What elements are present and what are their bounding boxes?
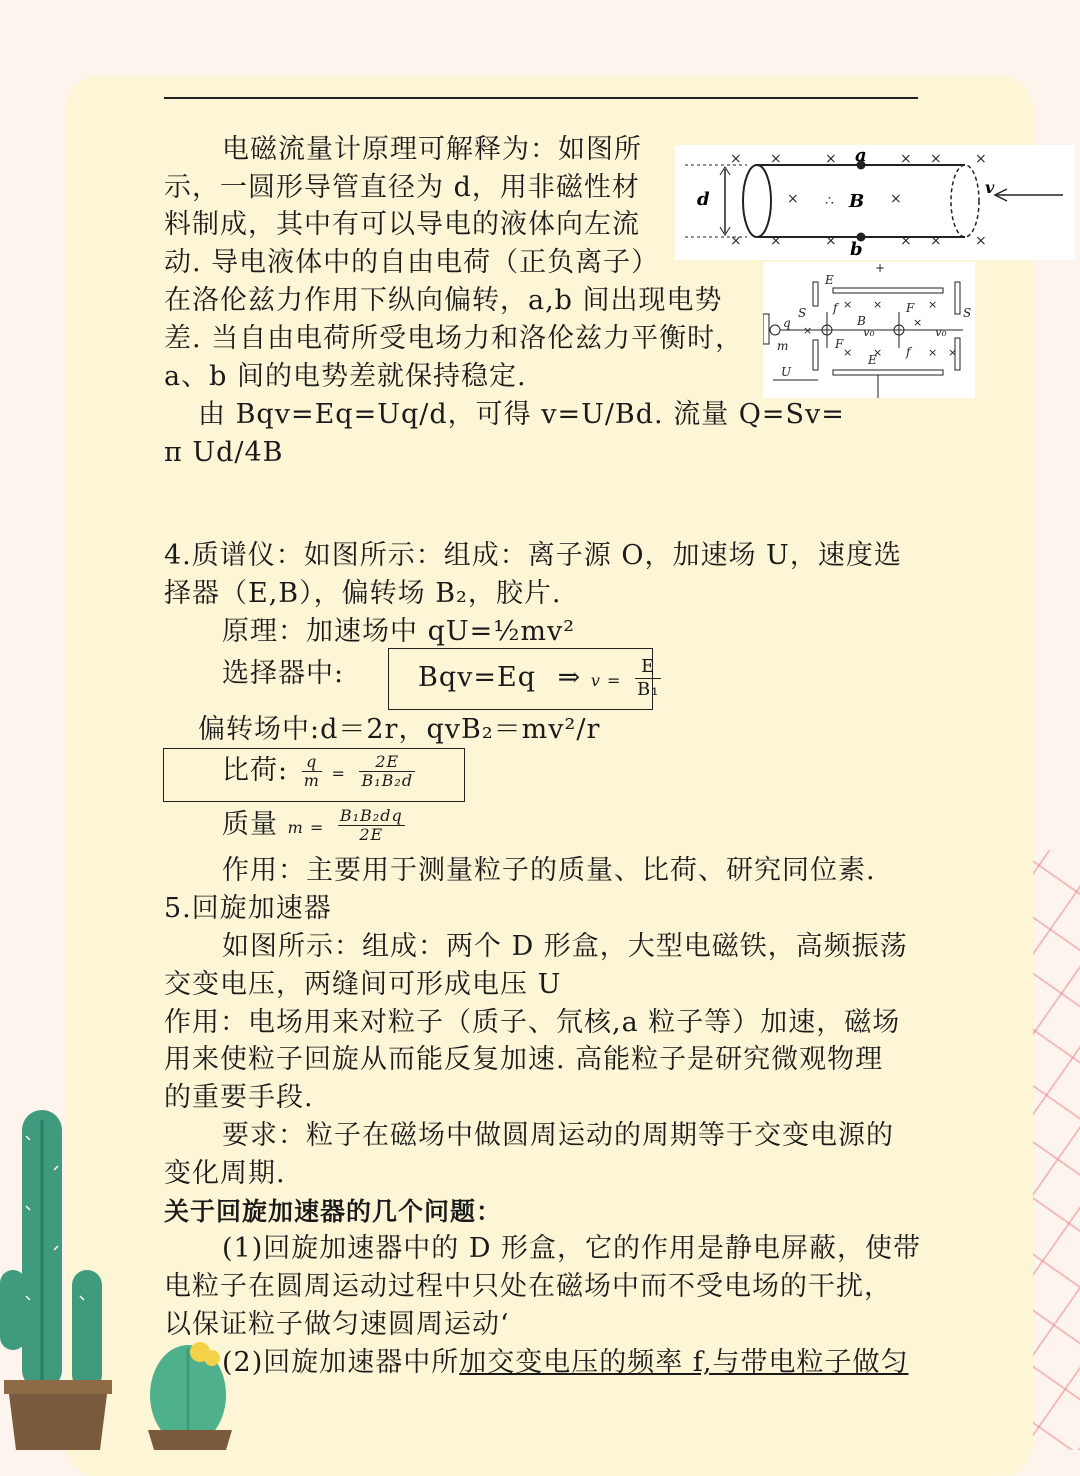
svg-text:×: ×: [787, 191, 799, 207]
svg-text:×: ×: [930, 233, 942, 249]
cyclotron-line-7: 变化周期.: [164, 1158, 286, 1189]
svg-text:×: ×: [825, 151, 837, 167]
svg-text:×: ×: [928, 346, 938, 359]
fig2-label-F: F: [906, 301, 915, 315]
fig2-label-S-right: S: [963, 306, 972, 320]
svg-text:×: ×: [843, 298, 853, 311]
selector-v: v =: [590, 671, 622, 690]
fig1-label-d: d: [697, 189, 710, 210]
cyclotron-line-1: 如图所示：组成：两个 D 形盒，大型电磁铁，高频振荡: [222, 931, 908, 962]
mass-label: 质量: [222, 809, 278, 840]
top-rule: [164, 97, 918, 99]
fig2-label-B: B: [857, 314, 866, 328]
svg-text:×: ×: [803, 324, 813, 337]
fig2-label-v0: v₀: [863, 325, 875, 339]
svg-text:×: ×: [873, 298, 883, 311]
fig1-label-v: v: [985, 178, 995, 197]
selector-arrow: ⇒: [557, 662, 582, 693]
flow-line-4: 动. 导电液体中的自由电荷（正负离子）: [164, 247, 660, 278]
fig2-label-F2: F: [835, 337, 844, 351]
svg-text:×: ×: [730, 233, 742, 249]
cyclotron-line-2: 交变电压，两缝间可形成电压 U: [164, 969, 562, 1000]
mass-line: [222, 806, 405, 847]
figure-flow-conduit: [675, 145, 1075, 260]
svg-text:×: ×: [730, 151, 742, 167]
ratio-label: 比荷:: [222, 755, 289, 786]
selector-formula: [418, 656, 661, 701]
flow-conduit-svg: [675, 145, 1075, 260]
flow-line-1: 电磁流量计原理可解释为：如图所: [222, 134, 642, 165]
svg-text:×: ×: [913, 316, 923, 329]
selector-fraction: [635, 656, 661, 701]
fig2-label-E-bottom: E: [868, 353, 877, 367]
fig1-label-a: a: [855, 145, 867, 166]
ratio-line: 比荷: $\frac{q}{m}$ = $\frac{2E}{\text{B₁B₂d}}$: [222, 752, 414, 790]
fig2-label-f: f: [833, 301, 838, 315]
svg-text:×: ×: [770, 151, 782, 167]
fig2-label-m: m: [777, 339, 789, 353]
fig2-label-S-left: S: [798, 306, 807, 320]
svg-text:×: ×: [975, 151, 987, 167]
cyclotron-q2-plain: (2)回旋加速器中所: [222, 1347, 460, 1378]
ratio-lhs: [302, 753, 322, 790]
fig2-label-U: U: [781, 365, 792, 379]
tall-cactus-pot: [4, 1380, 112, 1450]
fig2-label-E-top: E: [825, 273, 834, 287]
round-cactus: [150, 1342, 226, 1445]
svg-text:×: ×: [900, 151, 912, 167]
flow-line-3: 料制成，其中有可以导电的液体向左流: [164, 209, 640, 240]
svg-text:×: ×: [928, 298, 938, 311]
cyclotron-line-6: 要求：粒子在磁场中做圆周运动的周期等于交变电源的: [222, 1120, 894, 1151]
mass-lhs: m =: [287, 818, 325, 837]
cactus-illustration: [0, 1100, 240, 1450]
mass-spec-title: 4.质谱仪：如图所示：组成：离子源 O，加速场 U，速度选: [164, 540, 902, 571]
cyclotron-q1-line-2: 电粒子在圆周运动过程中只处在磁场中而不受电场的干扰，: [164, 1271, 892, 1302]
cyclotron-questions-title: 关于回旋加速器的几个问题：: [164, 1197, 503, 1226]
selector-num: E: [635, 656, 661, 679]
fig1-label-B: B: [849, 191, 865, 212]
mass-spec-title-cont: 择器（E,B），偏转场 B₂，胶片.: [164, 578, 562, 609]
svg-text:×: ×: [930, 151, 942, 167]
svg-text:×: ×: [843, 346, 853, 359]
mass-spec-principle: 原理：加速场中 qU=½mv²: [222, 616, 576, 647]
ratio-rhs: [359, 753, 415, 790]
flow-line-2: 示，一圆形导管直径为 d，用非磁性材: [164, 172, 640, 203]
fig2-label-f2: f: [906, 345, 911, 359]
flow-line-7: a、b 间的电势差就保持稳定.: [164, 361, 527, 392]
svg-text:×: ×: [975, 233, 987, 249]
svg-text:×: ×: [873, 346, 883, 359]
mass-den: 2E: [359, 825, 384, 844]
selector-formula-main: Bqv=Eq: [418, 662, 536, 693]
cyclotron-line-3: 作用：电场用来对粒子（质子、氘核,a 粒子等）加速，磁场: [164, 1007, 901, 1038]
cyclotron-line-5: 的重要手段.: [164, 1082, 314, 1113]
svg-text:×: ×: [900, 233, 912, 249]
flow-formula-cont: π Ud/4B: [164, 437, 284, 468]
selector-label: 选择器中:: [222, 658, 345, 689]
svg-text:×: ×: [825, 233, 837, 249]
cyclotron-q1-line-3: 以保证粒子做匀速圆周运动‘: [164, 1309, 510, 1340]
round-cactus-pot: [148, 1430, 232, 1450]
selector-den: B₁: [636, 679, 660, 700]
ratio-den: B₁B₂d: [361, 771, 414, 790]
flow-line-5: 在洛伦兹力作用下纵向偏转，a,b 间出现电势: [164, 285, 723, 316]
flow-formula-line: 由 Bqv=Eq=Uq/d，可得 v=U/Bd. 流量 Q=Sv=: [198, 399, 845, 430]
cyclotron-title: 5.回旋加速器: [164, 893, 332, 924]
ratio-lhs-num: q: [302, 753, 322, 772]
deflect-line: 偏转场中:d＝2r，qvB₂＝mv²/r: [198, 714, 601, 745]
ratio-num: 2E: [359, 753, 415, 772]
mass-spec-use: 作用：主要用于测量粒子的质量、比荷、研究同位素.: [222, 855, 876, 886]
svg-text:×: ×: [948, 346, 958, 359]
cyclotron-q2-underlined: 加交变电压的频率 f,与带电粒子做匀: [459, 1347, 909, 1378]
figure-velocity-selector: [763, 262, 975, 398]
svg-text:×: ×: [770, 233, 782, 249]
tall-cactus: [0, 1110, 102, 1390]
cyclotron-q1-line-1: (1)回旋加速器中的 D 形盒，它的作用是静电屏蔽，使带: [222, 1233, 922, 1264]
fig2-plus: +: [875, 262, 886, 275]
fig1-label-b: b: [850, 239, 863, 260]
svg-text:∴: ∴: [825, 193, 834, 209]
flow-line-6: 差. 当自由电荷所受电场力和洛伦兹力平衡时，: [164, 323, 744, 354]
cyclotron-line-4: 用来使粒子回旋从而能反复加速. 高能粒子是研究微观物理: [164, 1044, 884, 1075]
mass-num: B₁B₂dq: [339, 806, 403, 825]
mass-fraction: [338, 807, 405, 844]
velocity-selector-svg: [763, 262, 975, 398]
fig2-label-v0-2: v₀: [935, 325, 947, 339]
fig2-label-q: q: [783, 316, 791, 330]
cyclotron-q2-line: [222, 1344, 908, 1382]
ratio-lhs-den: m: [303, 771, 320, 790]
svg-text:×: ×: [890, 191, 902, 207]
